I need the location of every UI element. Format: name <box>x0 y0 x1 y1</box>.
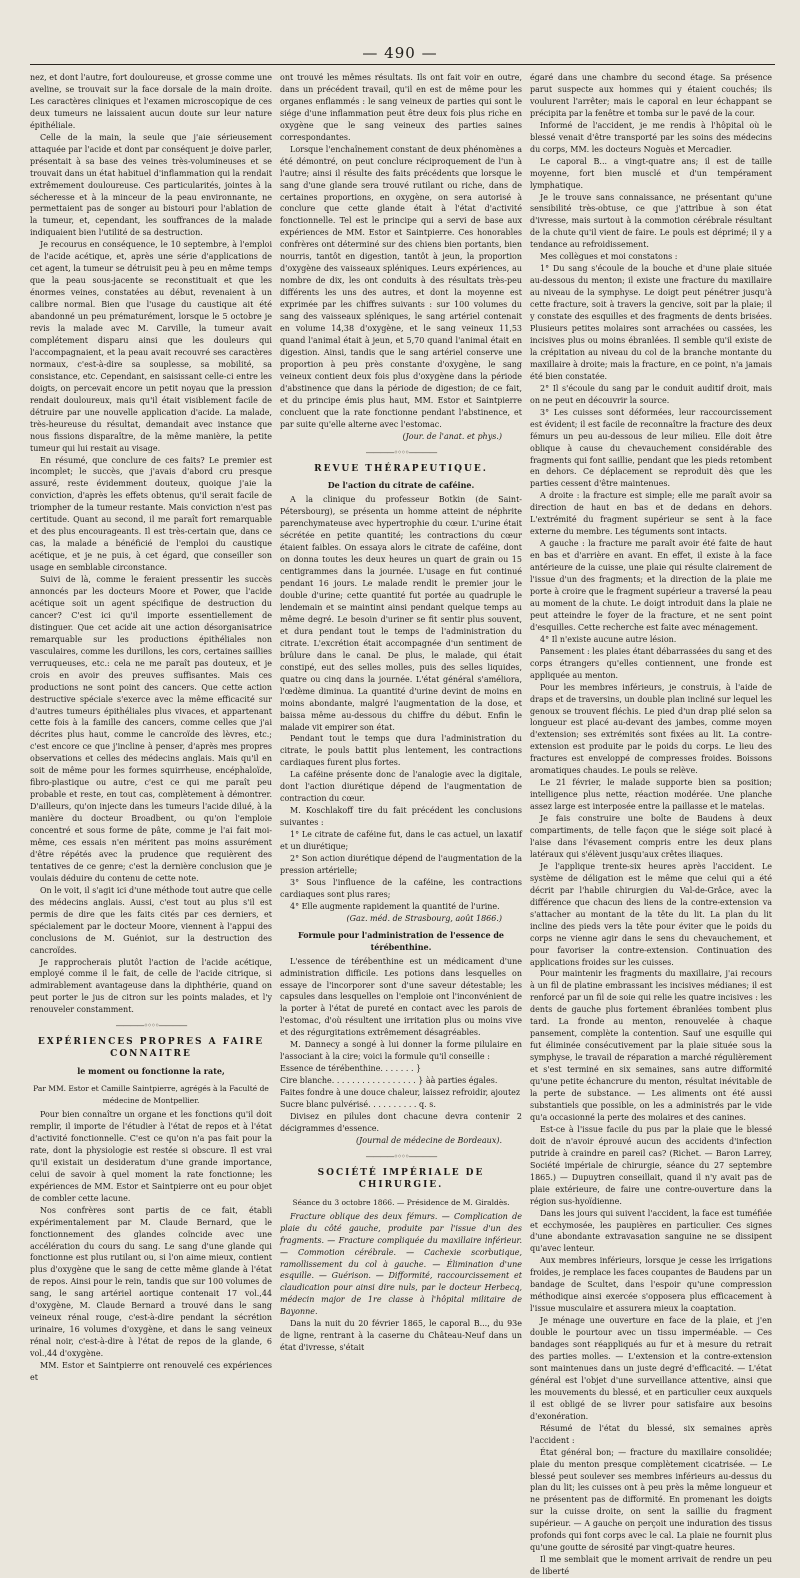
paragraph: Suivi de là, comme le feraient pressentir les succès annoncés par les docteurs Moore et Power, que l'acide acétique soit un agent spécifique de destruction du cancer? C'est ici qu'il importe essentiellement de distinguer. Que cet acide ait une action désorganisatrice remarquable sur les productions épithéliales non vasculaires, comme les durillons, les cors, certaines saillies verruqueuses, etc.: cela ne me paraît pas douteux, et je crois en avoir des preuves suffisantes. Mais ces productions ne sont point des cancers. Que cette action destructive spéciale s'exerce avec la même efficacité sur d'autres tumeurs épithéliales plus vivaces, et appartenant cette fois à la famille des cancers, comme celles que j'ai décrites plus haut, comme le cancroïde des lèvres, etc.; c'est encore ce que j'incline à penser, d'après mes propres observations et celles des médecins anglais. Mais qu'il en soit de même pour les formes squirrheuse, encéphaloïde, fibro-plastique ou autre, c'est ce qui me paraît peu probable et reste, en tout cas, complètement à démontrer. D'ailleurs, qu'on injecte dans les tumeurs l'acide dilué, à la manière du docteur Broadbent, ou qu'on l'emploie concentré et sous forme de pâte, comme je l'ai fait moi-même, ces essais n'en méritent pas moins assurément d'être répétés avec la prudence que requièrent des tentatives de ce genre; c'est la dernière conclusion que je voulais déduire du contenu de cette note. <box>30 575 272 883</box>
citation: (Journal de médecine de Bordeaux). <box>355 1135 502 1145</box>
paragraph: Pansement : les plaies étant débarrassées du sang et des corps étrangers qu'elles contiennent, une fronde est appliquée au menton. <box>530 646 772 680</box>
recipe-line: Cire blanche. . . . . . . . . . . . . . . . . } àà parties égales. <box>280 1076 498 1086</box>
recipe-line: Sucre blanc pulvérisé. . . . . . . . . . q. s. <box>280 1100 436 1110</box>
paragraph: égaré dans une chambre du second étage. Sa présence parut suspecte aux hommes qui y étaient couchés; ils voulurent l'arrêter; mais le caporal en leur échappant se précipita par la fenêtre et tomba sur le pavé de la cour. <box>530 73 772 118</box>
paragraph: 3° Les cuisses sont déformées, leur raccourcissement est évident; il est facile de reconnaître la fracture des deux fémurs un peu au-dessous de leur milieu. Elle doit être oblique à cause du chevauchement considérable des fragments qui font saillie, pendant que les pieds retombent en dehors. Ce déplacement se reproduit dès que les parties cessent d'être maintenues. <box>530 407 772 489</box>
recipe-line: Essence de térébenthine. . . . . . . } <box>280 1064 422 1074</box>
paragraph: Nos confrères sont partis de ce fait, établi expérimentalement par M. Claude Bernard, que le fonctionnement des glandes coïncide avec une accélération du cours du sang. Le sang d'une glande qui fonctionne est plus rutilant ou, si l'on aime mieux, contient plus d'oxygène que le sang de cette même glande à l'état de repos. Ainsi pour le rein, tandis que sur 100 volumes de sang, le sang artériel aortique contenait 17 vol.,44 d'oxygène, M. Claude Bernard a trouvé dans le sang veineux rénal rouge, c'est-à-dire pendant la sécrétion urinaire, 16 volumes d'oxygène, et dans le sang veineux rénal noir, c'est-à-dire à l'état de repos de la glande, 6 vol.,44 d'oxygène. <box>30 1205 272 1359</box>
separator: ————◦◦◦◦———— <box>365 1151 437 1161</box>
paragraph: On le voit, il s'agit ici d'une méthode tout autre que celle des médecins anglais. Aussi, c'est tout au plus s'il est permis de dire que les faits cités par ces derniers, et spécialement par le docteur Moore, viennent à l'appui des conclusions de M. Guéniot, sur la destruction des cancroïdes. <box>30 885 272 955</box>
citation: (Gaz. méd. de Strasbourg, août 1866.) <box>346 913 502 923</box>
paragraph: A la clinique du professeur Botkin (de Saint-Pétersbourg), se présenta un homme atteint de néphrite parenchymateuse avec hypertrophie du cœur. L'urine était sécrétée en petite quantité; les contractions du cœur étaient faibles. On essaya alors le citrate de caféine, dont on donna toutes les deux heures un quart de grain ou 15 centigrammes dans la journée. L'usage en fut continué pendant 16 jours. Le malade rendit le premier jour le double d'urine; cette quantité fut portée au quadruple le lendemain et se maintint ainsi pendant quelque temps au même degré. Le besoin d'uriner se fit sentir plus souvent, et dura pendant tout le temps de l'administration du citrate. L'excrétion était accompagnée d'un sentiment de brûlure dans le canal. De plus, le malade, qui était constipé, eut des selles molles, puis des selles liquides, quatre ou cinq dans la journée. L'état général s'améliora, l'œdème diminua. La quantité d'urine devint de moins en moins abondante, malgré l'augmentation de la dose, et baissa même au-dessous du chiffre du début. Enfin le malade vit empirer son état. <box>280 495 522 732</box>
recipe-line: Faites fondre à une douce chaleur, laissez refroidir, ajoutez <box>280 1088 521 1098</box>
paragraph: 4° Il n'existe aucune autre lésion. <box>540 634 677 644</box>
paragraph: Lorsque l'enchaînement constant de deux phénomènes a été démontré, on peut conclure réciproquement de l'un à l'autre; ainsi il résulte des faits précédents que lorsque le sang d'une glande sera trouvé rutilant ou riche, dans de certaines proportions, en oxygène, on sera autorisé à conclure que cette glande était à l'état d'activité fonctionnelle. Tel est le principe qui a servi de base aux expériences de MM. Estor et Saintpierre. Ces honorables confrères ont déterminé sur des chiens bien portants, bien nourris, tantôt en digestion, tantôt à jeun, la proportion d'oxygène des vaisseaux spléniques. Leurs expériences, au nombre de dix, les ont conduits à des résultats très-peu différents les uns des autres, et dont la moyenne est exprimée par les chiffres suivants : sur 100 volumes du sang des vaisseaux spléniques, le sang artériel contenait en volume 14,38 d'oxygène, et le sang veineux 11,53 quand l'animal était à jeun, et 5,70 quand l'animal était en digestion. Ainsi, tandis que le sang artériel conserve une proportion à peu près constante d'oxygène, le sang veineux contient deux fois plus d'oxygène dans la période d'abstinence que dans la période de digestion; de ce fait, et du principe émis plus haut, MM. Estor et Saintpierre concluent que la rate fonctionne pendant l'abstinence, et par suite qu'elle alterne avec l'estomac. <box>280 144 522 429</box>
page-number: — 490 — <box>362 44 438 62</box>
paragraph: Je recourus en conséquence, le 10 septembre, à l'emploi de l'acide acétique, et, après une série d'applications de cet agent, la tumeur se détruisit peu à peu en même temps que la peau sous-jacente se reconstituait et que les énormes veines, constatées au début, revenaient à un calibre normal. Bien que l'usage du caustique ait été abandonné un peu prématurément, lorsque le 5 octobre je revis la malade avec M. Carville, la tumeur avait complétement disparu ainsi que les douleurs qui l'accompagnaient, et la peau avait recouvré ses caractères normaux, c'est-à-dire sa souplesse, sa mobilité, sa consistance, etc. Cependant, en saisissant celle-ci entre les doigts, on percevait encore un petit noyau que la pression rendait douloureux, mais qu'il était visiblement facile de détruire par une nouvelle application d'acide. La malade, très-heureuse du résultat, demandait avec instance que nous fissions disparaître, de la même manière, la petite tumeur qui lui restait au visage. <box>30 240 272 453</box>
citation: (Jour. de l'anat. et phys.) <box>402 431 502 441</box>
list-item: 2° Son action diurétique dépend de l'augmentation de la pression artérielle; <box>280 854 522 875</box>
paragraph: Je ménage une ouverture en face de la plaie, et j'en double le pourtour avec un tissu imperméable. — Ces bandages sont réappliqués au fur et à mesure du retrait des parties molles. — L'extension et la contre-extension sont maintenues dans un juste degré d'efficacité. — L'état général est l'objet d'une surveillance attentive, ainsi que les mouvements du blessé, et en particulier ceux auxquels il est obligé de se livrer pour satisfaire aux besoins d'exonération. <box>530 1316 772 1421</box>
section-subtitle: De l'action du citrate de caféine. <box>327 480 475 491</box>
paragraph: Résumé de l'état du blessé, six semaines après l'accident : <box>530 1423 772 1445</box>
paragraph: 1° Du sang s'écoule de la bouche et d'une plaie située au-dessous du menton; il existe une fracture du maxillaire au niveau de la symphyse. Le doigt peut pénétrer jusqu'à cette fracture, soit à travers la gencive, soit par la plaie; il y constate des esquilles et des fragments de dents brisées. Plusieurs petites molaires sont arrachées ou cassées, les incisives plus ou moins ébranlées. Il semble qu'il existe de la crépitation au niveau du col de la branche montante du maxillaire à droite; mais la fracture, en ce point, n'a jamais été bien constatée. <box>530 264 772 381</box>
paragraph: Pour les membres inférieurs, je construis, à l'aide de draps et de traversins, un double plan incliné sur lequel les genoux se trouvent fléchis. Le pied d'un drap plié selon sa longueur est placé au-devant des jambes, comme moyen d'extension; ses extrémités sont fixées au lit. La contre-extension est produite par le poids du corps. Le lieu des fractures est enveloppé de compresses froides. Boissons aromatiques chaudes. Le pouls se relève. <box>530 682 772 776</box>
section-title: REVUE THÉRAPEUTIQUE. <box>314 463 488 474</box>
paragraph: A gauche : la fracture me paraît avoir été faite de haut en bas et d'arrière en avant. En effet, il existe à la face antérieure de la cuisse, une plaie qui résulte clairement de l'issue d'un des fragments; et la direction de la plaie me porte à croire que le fragment supérieur a traversé la peau au moment de la chute. Le doigt introduit dans la plaie ne peut atteindre le foyer de la fracture, et ne sent point d'esquilles. Cette recherche est faite avec ménagement. <box>530 539 772 632</box>
paragraph: Informé de l'accident, je me rendis à l'hôpital où le blessé venait d'être transporté par les soins des médecins du corps, MM. les docteurs Noguès et Mercadier. <box>530 120 772 154</box>
paragraph: Pour bien connaître un organe et les fonctions qu'il doit remplir, il importe de l'étudier à l'état de repos et à l'état d'activité fonctionnelle. C'est ce qu'on n'a pas fait pour la rate, dont la physiologie est restée si obscure. Il est vrai qu'il existait un desideratum d'une grande importance, celui de savoir à quel moment la rate fonctionne; les expériences de MM. Estor et Saintpierre ont eu pour objet de combler cette lacune. <box>30 1110 272 1203</box>
list-item: 3° Sous l'influence de la caféine, les contractions cardiaques sont plus rares; <box>280 877 522 899</box>
paragraph: Le caporal B... a vingt-quatre ans; il est de taille moyenne, fort bien musclé et d'un tempérament lymphatique. <box>530 156 772 190</box>
list-item: 4° Elle augmente rapidement la quantité de l'urine. <box>290 901 500 911</box>
paragraph: Est-ce à l'issue facile du pus par la plaie que le blessé doit de n'avoir éprouvé aucun des accidents d'infection putride à craindre en pareil cas? (Richet. — Baron Larrey, Société impériale de chirurgie, séance du 27 septembre 1865.) — Dupuytren conseillait, quand il n'y avait pas de plaie extérieure, de faire une contre-ouverture dans la région sus-hyoïdienne. <box>530 1124 772 1206</box>
paragraph: Mes collègues et moi constatons : <box>540 252 678 262</box>
section-subtitle: le moment ou fonctionne la rate, <box>77 1066 225 1077</box>
column-middle <box>280 72 522 1353</box>
paragraph: nez, et dont l'autre, fort douloureuse, et grosse comme une aveline, se trouvait sur la face dorsale de la main droite. Les caractères cliniques et l'examen microscopique de ces deux tumeurs ne laissaient aucun doute sur leur nature épithéliale. <box>30 73 272 130</box>
paragraph: ont trouvé les mêmes résultats. Ils ont fait voir en outre, dans un précédent travail, qu'il en est de même pour les organes enflammés : le sang veineux de parties qui sont le siége d'une inflammation peut être deux fois plus riche en oxygène que le sang veineux des parties saines correspondantes. <box>280 73 522 142</box>
paragraph: Je fais construire une boîte de Baudens à deux compartiments, de telle façon que le siége soit placé à l'aise dans l'évasement compris entre les deux plans latéraux qui s'élèvent jusqu'aux crêtes iliaques. <box>530 814 772 859</box>
paragraph: Je le trouve sans connaissance, ne présentant qu'une sensibilité très-obtuse, ce que j'attribue à son état d'ivresse, mais surtout à la commotion cérébrale résultant de la chute qu'il vient de faire. Le pouls est déprimé; il y a tendance au refroidissement. <box>530 192 772 250</box>
paragraph: A droite : la fracture est simple; elle me paraît avoir sa direction de haut en bas et de dedans en dehors. L'extrémité du fragment supérieur se sent à la face externe du membre. Les téguments sont intacts. <box>530 491 772 537</box>
paragraph: Divisez en pilules dont chacune devra contenir 2 décigrammes d'essence. <box>280 1112 522 1133</box>
separator: ————◦◦◦◦———— <box>365 447 437 457</box>
section-title: SOCIÉTÉ IMPÉRIALE DE CHIRURGIE. <box>317 1167 485 1190</box>
list-item: 1° Le citrate de caféine fut, dans le cas actuel, un laxatif et un diurétique; <box>280 830 522 852</box>
paragraph: Pour maintenir les fragments du maxillaire, j'ai recours à un fil de platine embrassant les incisives médianes; il est renforcé par un fil de soie qui relie les quatre incisives : les dents de gauche plus fortement ébranlées tombent plus tard. La fronde au menton, renouvelée à chaque pansement, complète la contention. Sauf une esquille qui fut éliminée consécutivement par la plaie située sous la symphyse, le travail de réparation a marché régulièrement et s'est terminé en six semaines, sans autre difformité qu'une petite échancrure du menton, résultat inévitable de la perte de substance. — Les aliments ont été aussi substantiels que possible, on les a administrés par le vide qu'a occasionné la perte des molaires et des canines. <box>530 969 772 1122</box>
paragraph: M. Dannecy a songé à lui donner la forme pilulaire en l'associant à la cire; voici la formule qu'il conseille : <box>280 1040 522 1062</box>
paragraph: 2° Il s'écoule du sang par le conduit auditif droit, mais on ne peut en découvrir la source. <box>530 383 772 405</box>
paragraph: En résumé, que conclure de ces faits? Le premier est incomplet; le succès, que j'avais d'abord cru presque assuré, reste évidemment douteux, quoique j'aie la conviction, d'après les effets obtenus, qu'il serait facile de triompher de la tumeur restante. Mais conviction n'est pas certitude. Quant au second, il me paraît fort remarquable et des plus encourageants. Il est très-certain que, dans ce cas, la malade a bénéficié de l'emploi du caustique acétique, et je ne puis, à cet égard, que conseiller son usage en semblable circonstance. <box>30 455 272 573</box>
paragraph: Le 21 février, le malade supporte bien sa position; intelligence plus nette, réaction modérée. Une planche assez large est interposée entre la paillasse et le matelas. <box>530 778 772 812</box>
paragraph: Pendant tout le temps que dura l'administration du citrate, le pouls battit plus lentement, les contractions cardiaques furent plus fortes. <box>280 734 522 768</box>
header-rule <box>30 64 775 65</box>
column-right <box>530 72 772 1577</box>
section-title: EXPÉRIENCES PROPRES A FAIRE CONNAITRE <box>37 1037 265 1060</box>
paragraph: Il me semblait que le moment arrivait de rendre un peu de liberté <box>530 1555 772 1577</box>
section-subtitle: Formule pour l'administration de l'essence de térébenthine. <box>297 929 505 952</box>
paragraph: L'essence de térébenthine est un médicament d'une administration difficile. Les potions dans lesquelles on essaye de l'incorporer sont d'une saveur détestable; les capsules dans lesquelles on l'emploie ont l'inconvénient de la porter à l'état de pureté en contact avec les parois de l'estomac, d'où résultent une irritation plus ou moins vive et des régurgitations extrêmement désagréables. <box>280 956 522 1038</box>
paragraph: MM. Estor et Saintpierre ont renouvelé ces expériences et <box>30 1361 272 1382</box>
section-subtitle: Séance du 3 octobre 1866. — Présidence de M. Giraldès. <box>292 1197 510 1207</box>
paragraph: État général bon; — fracture du maxillaire consolidée; plaie du menton presque complètement cicatrisée. — Le blessé peut soulever ses membres inférieurs au-dessus du plan du lit; les cuisses ont à peu près la même longueur et ne présentent pas de difformité. En promenant les doigts sur la cuisse droite, on sent la saillie du fragment supérieur. — A gauche on perçoit une induration des tissus profonds qui font corps avec le cal. La plaie ne fournit plus qu'une goutte de sérosité par vingt-quatre heures. <box>530 1447 772 1553</box>
paragraph: Dans les jours qui suivent l'accident, la face est tuméfiée et ecchymosée, les paupières en particulier. Ces signes d'une abondante extravasation sanguine ne se dissipent qu'avec lenteur. <box>530 1208 772 1254</box>
separator: ————◦◦◦◦———— <box>115 1021 187 1031</box>
section-authors: Par MM. Estor et Camille Saintpierre, agrégés à la Faculté de médecine de Montpellier. <box>33 1084 269 1106</box>
column-left <box>30 72 272 1382</box>
paragraph: Aux membres inférieurs, lorsque je cesse les irrigations froides, je remplace les faces coupantes de Baudens par un bandage de Scultet, dans l'espoir qu'une compression méthodique ainsi exercée s'opposera plus efficacement à l'issue musculaire et assurera mieux la coaptation. <box>530 1256 772 1314</box>
paragraph: Fracture oblique des deux fémurs. — Complication de plaie du côté gauche, produite par l'issue d'un des fragments. — Fracture compliquée du maxillaire inférieur. — Commotion cérébrale. — Cachexie scorbutique, ramollissement du col à gauche. — Élimination d'une esquille. — Guérison. — Difformité, raccourcissement et claudication pour ainsi dire nuls, par le docteur Herbecq, médecin major de 1re classe à l'hôpital militaire de Bayonne. <box>280 1211 522 1317</box>
paragraph: Dans la nuit du 20 février 1865, le caporal B..., du 93e de ligne, rentrant à la caserne du Château-Neuf dans un état d'ivresse, s'était <box>280 1319 522 1353</box>
paragraph: Je l'applique trente-six heures après l'accident. Le système de déligation est le même que celui qui a été décrit par l'habile chirurgien du Val-de-Grâce, avec la différence que chacun des liens de la contre-extension va s'attacher au montant de la tête du lit. La plan du lit incline des pieds vers la tête pour éviter que le poids du corps ne vienne agir dans le sens du chevauchement, et pour favoriser la contre-extension. Continuation des applications froides sur les cuisses. <box>530 861 772 967</box>
paragraph: M. Koschlakoff tire du fait précédent les conclusions suivantes : <box>280 806 522 828</box>
paragraph: Celle de la main, la seule que j'aie sérieusement attaquée par l'acide et dont par conséquent je doive parler, présentait à sa base des veines très-volumineuses et se trouvait dans un état habituel d'inflammation qui la rendait extrêmement douloureuse. Ces particularités, jointes à la sécheresse et à la minceur de la peau environnante, ne permettaient pas de songer au bistouri pour l'ablation de la tumeur, et, cependant, les souffrances de la malade indiquaient bien l'utilité de sa destruction. <box>30 132 272 238</box>
paragraph: La caféine présente donc de l'analogie avec la digitale, dont l'action diurétique dépend de l'augmentation de contraction du cœur. <box>280 770 522 804</box>
paragraph: Je rapprocherais plutôt l'action de l'acide acétique, employé comme il le fait, de celle de l'acide citrique, si admirablement avantageuse dans la diphthérie, quand on peut porter le jus de citron sur les points malades, et l'y renouveler constamment. <box>30 957 272 1015</box>
